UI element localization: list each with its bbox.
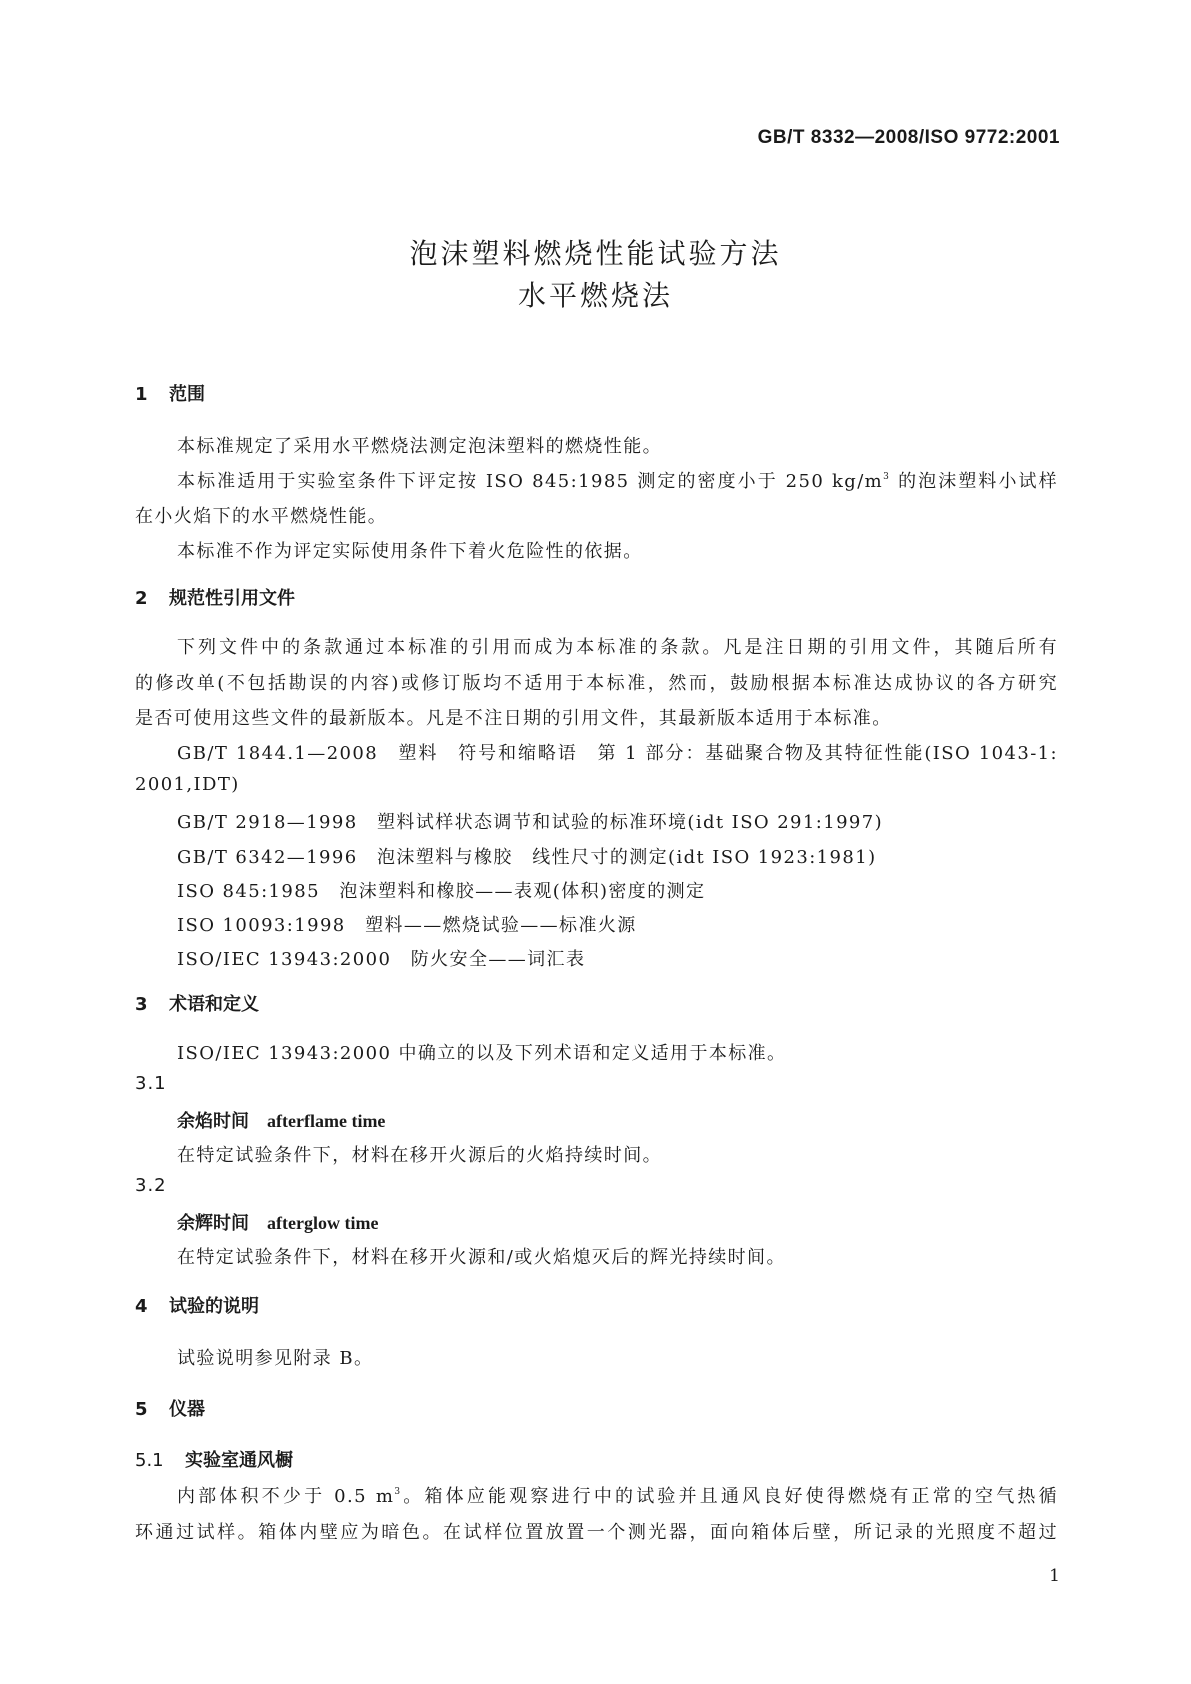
paragraph: 下列文件中的条款通过本标准的引用而成为本标准的条款。凡是注日期的引用文件，其随后所有 <box>177 637 1058 658</box>
reference-entry: GB/T 2918—1998 塑料试样状态调节和试验的标准环境(idt ISO 291:1997) <box>177 812 884 833</box>
section-3-heading <box>135 990 259 1016</box>
section-number: 5 <box>135 1399 148 1420</box>
section-1-heading <box>135 380 205 406</box>
paragraph-continuation: 是否可使用这些文件的最新版本。凡是不注日期的引用文件，其最新版本适用于本标准。 <box>135 708 892 729</box>
section-number: 4 <box>135 1296 148 1317</box>
section-number: 3 <box>135 994 148 1015</box>
term-definition: 在特定试验条件下，材料在移开火源后的火焰持续时间。 <box>177 1145 662 1166</box>
page-number: 1 <box>1049 1566 1060 1586</box>
paragraph-continuation: 在小火焰下的水平燃烧性能。 <box>135 506 388 527</box>
paragraph-continuation: 的修改单(不包括勘误的内容)或修订版均不适用于本标准，然而，鼓励根据本标准达成协议的各方研究 <box>135 673 1058 694</box>
section-title: 范围 <box>169 384 205 405</box>
term-number: 3.1 <box>135 1073 167 1094</box>
paragraph: 本标准不作为评定实际使用条件下着火危险性的依据。 <box>177 541 643 562</box>
section-title: 仪器 <box>169 1399 205 1420</box>
paragraph: 本标准规定了采用水平燃烧法测定泡沫塑料的燃烧性能。 <box>177 436 662 457</box>
term-definition: 在特定试验条件下，材料在移开火源和/或火焰熄灭后的辉光持续时间。 <box>177 1247 786 1268</box>
section-number: 2 <box>135 588 148 609</box>
subsection-5-1-heading <box>135 1446 293 1472</box>
reference-entry: ISO 845:1985 泡沫塑料和橡胶——表观(体积)密度的测定 <box>177 881 706 902</box>
paragraph-continuation: 环通过试样。箱体内壁应为暗色。在试样位置放置一个测光器，面向箱体后壁，所记录的光照度不超过 <box>135 1522 1058 1543</box>
subsection-title: 实验室通风橱 <box>185 1450 293 1471</box>
reference-entry-continuation: 2001,IDT) <box>135 774 240 795</box>
term-number: 3.2 <box>135 1175 167 1196</box>
term-heading: 余辉时间 afterglow time <box>177 1213 379 1234</box>
section-title: 规范性引用文件 <box>169 588 295 609</box>
reference-entry: ISO 10093:1998 塑料——燃烧试验——标准火源 <box>177 915 637 936</box>
paragraph: ISO/IEC 13943:2000 中确立的以及下列术语和定义适用于本标准。 <box>177 1043 787 1064</box>
paragraph: 试验说明参见附录 B。 <box>177 1348 374 1369</box>
reference-entry: GB/T 6342—1996 泡沫塑料与橡胶 线性尺寸的测定(idt ISO 1923:1981) <box>177 847 877 868</box>
section-number: 1 <box>135 384 148 405</box>
document-subtitle: 水平燃烧法 <box>517 279 673 312</box>
standard-code: GB/T 8332—2008/ISO 9772:2001 <box>757 127 1060 148</box>
term-heading: 余焰时间 afterflame time <box>177 1111 386 1132</box>
section-title: 术语和定义 <box>169 994 259 1015</box>
section-2-heading <box>135 584 295 610</box>
paragraph: 本标准适用于实验室条件下评定按 ISO 845:1985 测定的密度小于 250 $kg/m^3$ 的泡沫塑料小试样 <box>177 471 1059 492</box>
section-5-heading <box>135 1395 205 1421</box>
reference-entry: GB/T 1844.1—2008 塑料 符号和缩略语 第 1 部分：基础聚合物及其特征性能(ISO 1043-1: <box>177 743 1058 764</box>
section-4-heading <box>135 1292 259 1318</box>
subsection-number: 5.1 <box>135 1450 164 1471</box>
section-title: 试验的说明 <box>169 1296 259 1317</box>
paragraph: 内部体积不少于 0.5 $m^3$。箱体应能观察进行中的试验并且通风良好使得燃烧有正常的空气热循 <box>177 1486 1058 1507</box>
document-title: 泡沫塑料燃烧性能试验方法 <box>409 237 782 270</box>
reference-entry: ISO/IEC 13943:2000 防火安全——词汇表 <box>177 949 586 970</box>
